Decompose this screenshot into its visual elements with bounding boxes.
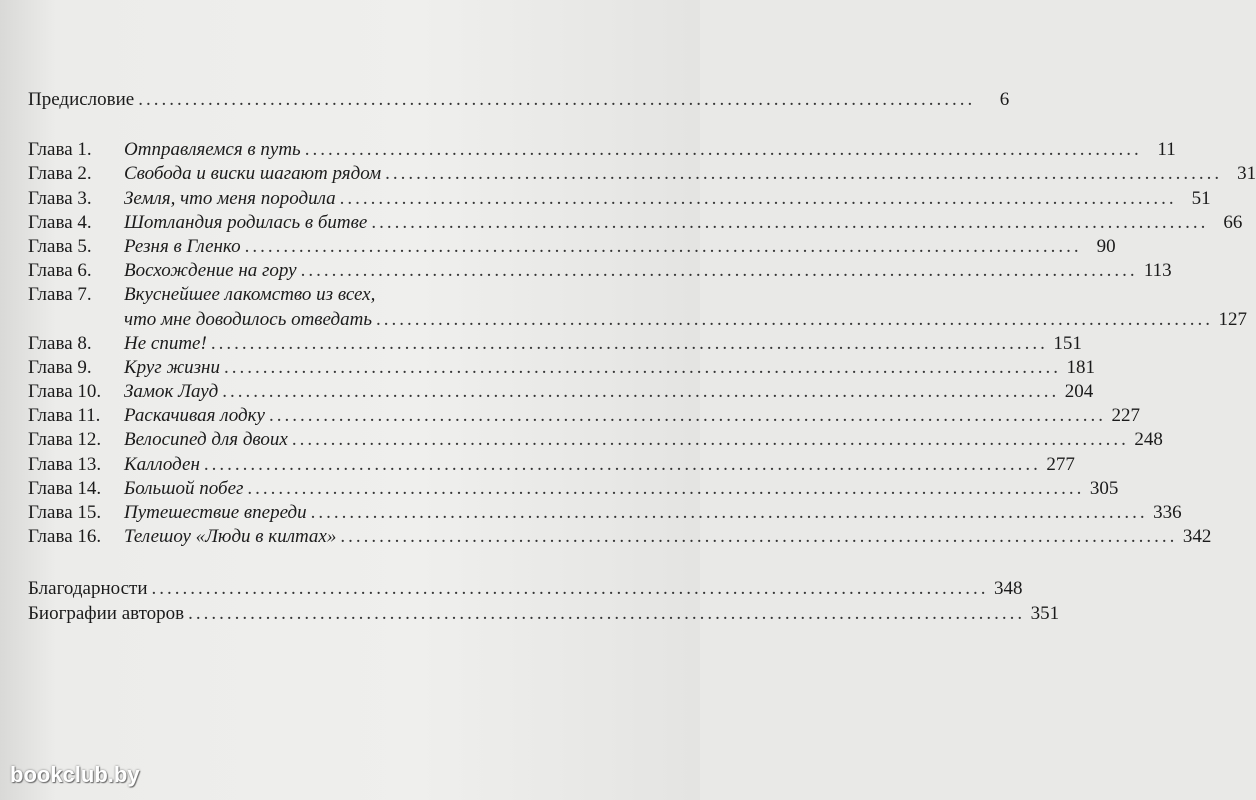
toc-preface-page: 6 [999,89,1010,110]
toc-chapter-continued [28,308,1247,332]
chapter-title: Восхождение на гору [124,260,297,282]
chapter-page: 277 [1046,453,1075,475]
chapter-number: Глава 9. [28,356,92,378]
chapter-page: 336 [1153,502,1182,523]
leader-dots: ............................................................................................................ [339,187,1177,209]
toc-back-page: 351 [1030,602,1060,624]
toc-chapter [28,525,1212,549]
table-of-contents [28,88,1256,626]
chapter-number: Глава 7. [28,284,92,306]
toc-chapter [28,235,1116,259]
chapter-title: Путешествие впереди [124,502,307,523]
leader-dots: ............................................................................................................ [340,526,1178,548]
toc-chapter [28,428,1163,452]
chapter-title: Вкуснейшее лакомство из всех, [124,284,376,306]
chapter-number: Глава 14. [28,477,102,499]
chapter-title: Телешоу «Люди в килтах» [124,526,337,548]
toc-chapter [28,501,1182,525]
chapter-page: 151 [1053,332,1082,354]
leader-dots: ............................................................................................................ [188,602,1026,624]
leader-dots: ............................................................................................................ [203,453,1041,475]
chapter-page: 31 [1237,163,1256,185]
chapter-page: 90 [1096,235,1116,257]
toc-chapter [28,211,1243,235]
chapter-title: Земля, что меня породила [124,187,336,209]
leader-dots: ............................................................................................................ [310,502,1148,523]
chapter-page: 66 [1223,211,1243,233]
toc-chapter [28,138,1176,162]
toc-chapter [28,283,668,307]
chapter-number: Глава 3. [28,187,92,209]
toc-chapter [28,332,1082,356]
chapter-page: 127 [1218,308,1247,330]
leader-dots: ............................................................................................................ [223,356,1061,378]
chapter-number: Глава 5. [28,235,92,257]
chapter-title: Велосипед для двоих [124,429,288,451]
chapter-page: 342 [1182,526,1212,548]
chapter-number: Глава 8. [28,332,92,354]
leader-dots: ............................................................................................................ [210,332,1048,354]
chapter-page: 113 [1143,260,1172,282]
chapter-title: Свобода и виски шагают рядом [124,163,382,185]
toc-chapter [28,162,1256,186]
chapter-page: 181 [1066,356,1095,378]
toc-back-label: Биографии авторов [28,602,185,624]
watermark-logo: bookclub.by [10,762,140,787]
toc-preface-label: Предисловие [28,89,135,110]
chapter-page: 204 [1064,381,1094,403]
leader-dots: ............................................................................................................ [222,381,1060,403]
chapter-number: Глава 12. [28,429,102,451]
chapter-number: Глава 13. [28,453,102,475]
chapter-page: 248 [1134,429,1163,451]
leader-dots: ............................................................................................................ [300,260,1138,282]
chapter-number: Глава 11. [28,405,101,427]
chapter-title: Каллоден [124,453,200,475]
chapter-title: Шотландия родилась в битве [124,211,368,233]
toc-chapter [28,259,1172,283]
chapter-number: Глава 6. [28,260,92,282]
chapter-number: Глава 4. [28,211,92,233]
chapter-title: Резня в Гленко [124,235,241,257]
leader-dots: ............................................................................................................ [268,405,1106,427]
leader-dots: ............................................................................................................ [247,477,1085,499]
leader-dots: ............................................................................................................ [304,139,1142,161]
chapter-title: Отправляемся в путь [124,139,301,161]
chapter-title: Круг жизни [124,356,220,378]
toc-chapter [28,187,1211,211]
chapter-page: 227 [1111,405,1140,427]
chapter-number: Глава 15. [28,502,102,523]
toc-chapter [28,356,1095,380]
toc-preface [28,88,1010,112]
chapter-page: 51 [1191,187,1211,209]
leader-dots: ............................................................................................................ [385,163,1223,185]
toc-chapter [28,453,1075,477]
leader-dots: ............................................................................................................ [291,429,1129,451]
leader-dots: ............................................................................................................ [138,89,976,110]
toc-chapter [28,477,1119,501]
leader-dots: ............................................................................................................ [244,235,1082,257]
chapter-title: Замок Лауд [124,381,219,403]
chapter-number: Глава 16. [28,526,102,548]
leader-dots: ............................................................................................................ [371,211,1209,233]
toc-back-page: 348 [994,578,1023,600]
chapter-page: 305 [1089,477,1119,499]
chapter-title: Не спите! [124,332,207,354]
chapter-number: Глава 2. [28,163,92,185]
leader-dots: ............................................................................................................ [376,308,1213,330]
chapter-page: 11 [1157,139,1176,161]
leader-dots: ............................................................................................................ [151,578,989,600]
chapter-number: Глава 10. [28,381,102,403]
chapter-title: Большой побег [124,477,244,499]
toc-chapter [28,404,1140,428]
chapter-number: Глава 1. [28,139,92,161]
toc-author-bios [28,602,1060,626]
chapter-title: Раскачивая лодку [124,405,265,427]
chapter-title-line2: что мне доводилось отведать [124,308,372,330]
toc-back-label: Благодарности [28,578,148,600]
toc-chapter [28,380,1094,404]
toc-acknowledgements [28,577,1023,601]
